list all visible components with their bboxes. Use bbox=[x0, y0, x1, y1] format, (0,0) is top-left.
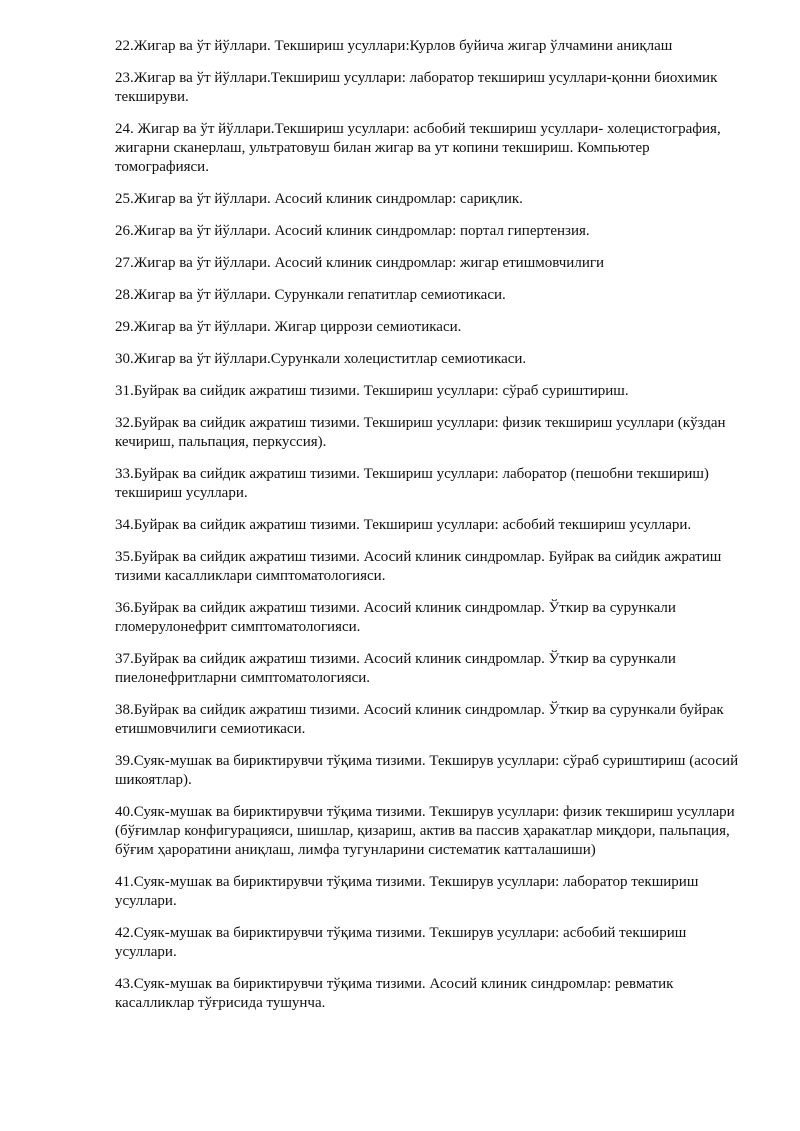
list-item: 40.Суяк-мушак ва бириктирувчи тўқима тизими. Текширув усуллари: физик текшириш усуллари (бўғимлар конфигурацияси, шишлар, қизариш, актив ва пассив ҳаракатлар миқдори, пальпация, бўғим ҳароратини аниқлаш, лимфа тугунларини систематик катталашиши) bbox=[115, 804, 735, 858]
list-item: 38.Буйрак ва сийдик ажратиш тизими. Асосий клиник синдромлар. Ўткир ва сурункали буйрак етишмовчилиги семиотикаси. bbox=[115, 702, 724, 737]
list-item: 22.Жигар ва ўт йўллари. Текшириш усуллари:Курлов буйича жигар ўлчамини аниқлаш bbox=[115, 38, 673, 54]
list-item: 42.Суяк-мушак ва бириктирувчи тўқима тизими. Текширув усуллари: асбобий текшириш усуллари. bbox=[115, 925, 687, 960]
list-item: 32.Буйрак ва сийдик ажратиш тизими. Текшириш усуллари: физик текшириш усуллари (кўздан кечириш, пальпация, перкуссия). bbox=[115, 415, 726, 450]
list-item: 26.Жигар ва ўт йўллари. Асосий клиник синдромлар: портал гипертензия. bbox=[115, 223, 590, 239]
list-item: 24. Жигар ва ўт йўллари.Текшириш усуллари: асбобий текшириш усуллари- холецистография, жигарни сканерлаш, ультратовуш билан жигар ва ут копини текшириш. Компьютер томографияси. bbox=[115, 121, 721, 175]
list-item: 27.Жигар ва ўт йўллари. Асосий клиник синдромлар: жигар етишмовчилиги bbox=[115, 255, 605, 271]
list-item: 29.Жигар ва ўт йўллари. Жигар циррози семиотикаси. bbox=[115, 319, 462, 335]
list-item: 36.Буйрак ва сийдик ажратиш тизими. Асосий клиник синдромлар. Ўткир ва сурункали гломерулонефрит симптоматологияси. bbox=[115, 600, 676, 635]
list-item: 34.Буйрак ва сийдик ажратиш тизими. Текшириш усуллари: асбобий текшириш усуллари. bbox=[115, 517, 692, 533]
list-item: 28.Жигар ва ўт йўллари. Сурункали гепатитлар семиотикаси. bbox=[115, 287, 506, 303]
list-item: 35.Буйрак ва сийдик ажратиш тизими. Асосий клиник синдромлар. Буйрак ва сийдик ажратиш тизими касалликлари симптоматологияси. bbox=[115, 549, 722, 584]
list-item: 37.Буйрак ва сийдик ажратиш тизими. Асосий клиник синдромлар. Ўткир ва сурункали пиелонефритларни симптоматологияси. bbox=[115, 651, 676, 686]
topic-list bbox=[115, 37, 740, 1026]
list-item: 25.Жигар ва ўт йўллари. Асосий клиник синдромлар: сариқлик. bbox=[115, 191, 523, 207]
list-item: 39.Суяк-мушак ва бириктирувчи тўқима тизими. Текширув усуллари: сўраб суриштириш (асосий шикоятлар). bbox=[115, 753, 739, 788]
list-item: 43.Суяк-мушак ва бириктирувчи тўқима тизими. Асосий клиник синдромлар: ревматик касалликлар тўғрисида тушунча. bbox=[115, 976, 674, 1011]
list-item: 33.Буйрак ва сийдик ажратиш тизими. Текшириш усуллари: лаборатор (пешобни текшириш) текшириш усуллари. bbox=[115, 466, 709, 501]
list-item: 31.Буйрак ва сийдик ажратиш тизими. Текшириш усуллари: сўраб суриштириш. bbox=[115, 383, 629, 399]
list-item: 41.Суяк-мушак ва бириктирувчи тўқима тизими. Текширув усуллари: лаборатор текшириш усуллари. bbox=[115, 874, 699, 909]
list-item: 30.Жигар ва ўт йўллари.Сурункали холециститлар семиотикаси. bbox=[115, 351, 527, 367]
list-item: 23.Жигар ва ўт йўллари.Текшириш усуллари: лаборатор текшириш усуллари-қонни биохимик текшируви. bbox=[115, 70, 718, 105]
